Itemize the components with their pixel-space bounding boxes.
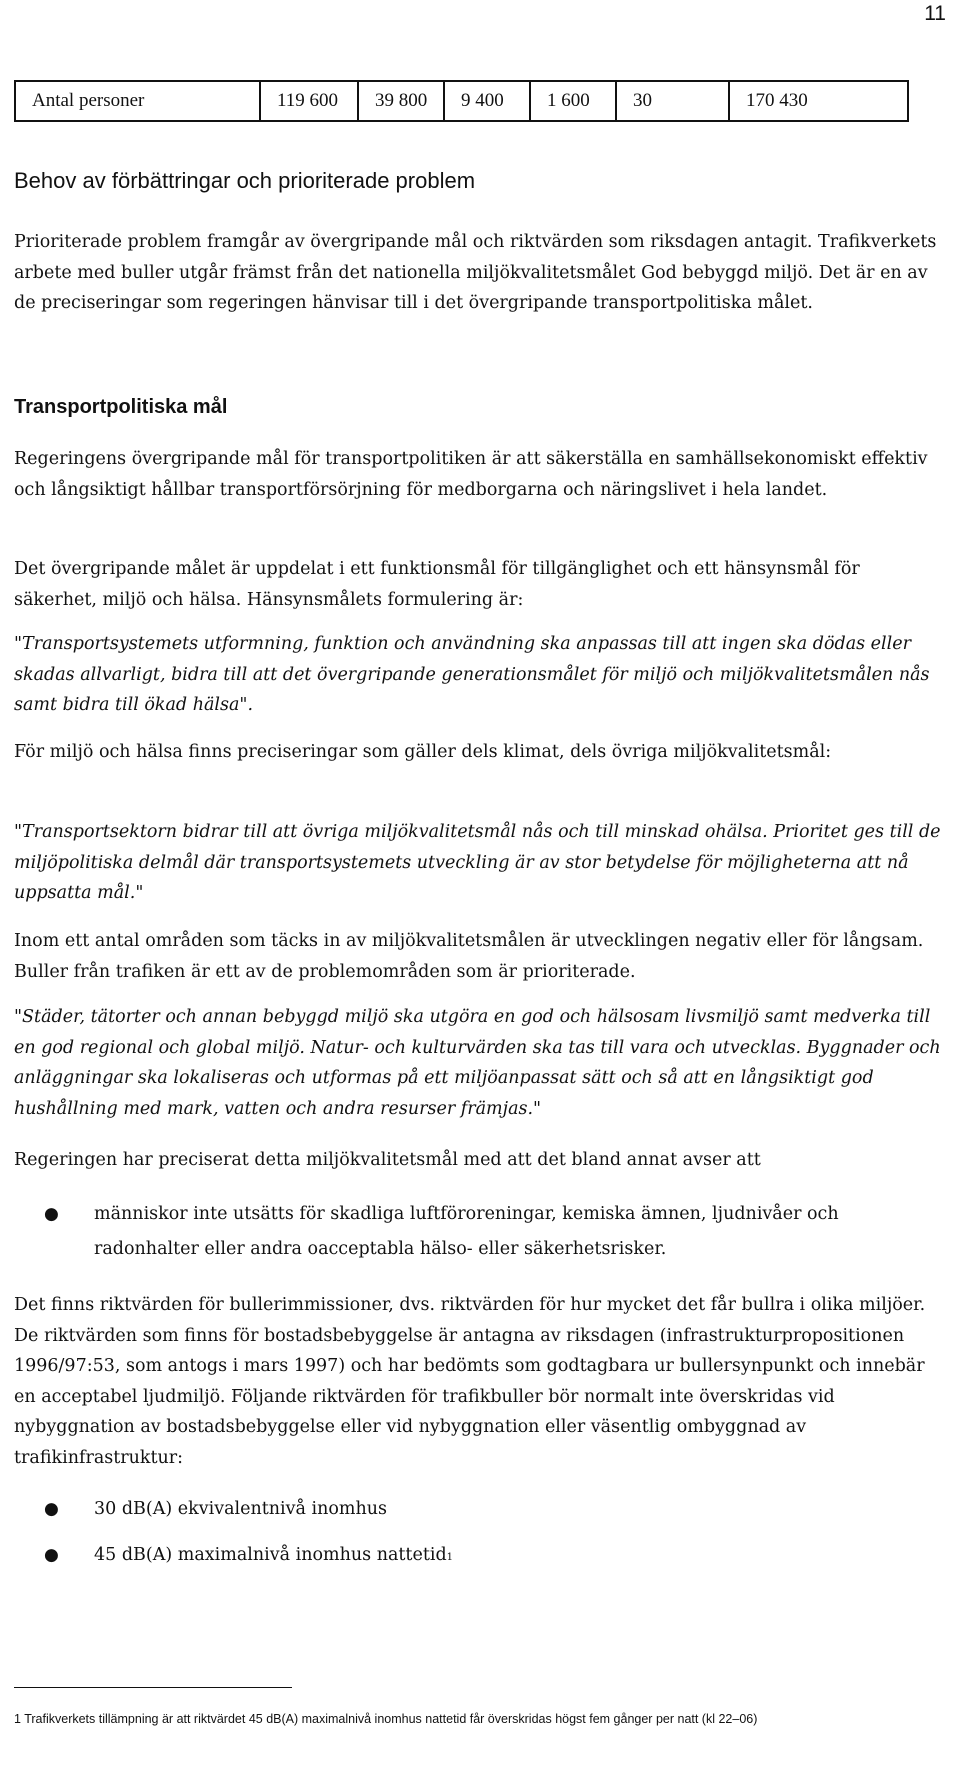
table-cell-total: 170 430 (729, 81, 908, 121)
footnote (14, 1710, 944, 1728)
section-heading: Behov av förbättringar och prioriterade problem (14, 168, 476, 193)
page-number: 11 (924, 2, 946, 25)
intro-paragraph: Prioriterade problem framgår av övergripande mål och riktvärden som riksdagen antagit. Trafikverkets arbete med buller utgår främst från det nationella miljökvalitetsmålet God bebyggd miljö. Det är en av de preciseringar som regeringen hänvisar till i det övergripande transportpolitiska målet. (14, 232, 937, 313)
sub-heading: Transportpolitiska mål (14, 396, 228, 418)
bullet-icon: ● (44, 1545, 59, 1565)
consideration-quote: "Transportsystemets utformning, funktion och användning ska anpassas till att ingen ska dödas eller skadas allvarligt, bidra till att det övergripande generationsmålet för miljö och miljökvalitetsmålen nås samt bidra till ökad hälsa". (14, 634, 930, 715)
precision-paragraph: Regeringen har preciserat detta miljökvalitetsmål med att det bland annat avser att (14, 1150, 761, 1170)
footnote-reference[interactable]: 1 (446, 1552, 454, 1563)
table-cell: 39 800 (358, 81, 444, 121)
negative-trend-paragraph: Inom ett antal områden som täcks in av miljökvalitetsmålen är utvecklingen negativ eller för långsam. Buller från trafiken är ett av de problemområden som är prioriterade. (14, 931, 924, 982)
guideline-values-paragraph: Det finns riktvärden för bullerimmissioner, dvs. riktvärden för hur mycket det får bullra i olika miljöer. De riktvärden som finns för bostadsbebyggelse är antagna av riksdagen (infrastrukturpropositionen 1996/97:53, som antogs i mars 1997) och har bedömts som godtagbara ur bullersynpunkt och innebär en acceptabel ljudmiljö. Följande riktvärden för trafikbuller bör normalt inte överskridas vid nybyggnation av bostadsbebyggelse eller vid nybyggnation eller väsentlig ombyggnad av trafikinfrastruktur: (14, 1295, 926, 1468)
table-cell: 9 400 (444, 81, 530, 121)
footnote-number: 1 (14, 1712, 21, 1726)
list-item-text: människor inte utsätts för skadliga luftföroreningar, kemiska ämnen, ljudnivåer och radonhalter eller andra oacceptabla hälso- eller säkerhetsrisker. (94, 1204, 839, 1259)
table-cell: 119 600 (260, 81, 358, 121)
list-item-text: 45 dB(A) maximalnivå inomhus nattetid (94, 1545, 447, 1565)
list-item-text: 30 dB(A) ekvivalentnivå inomhus (94, 1499, 388, 1519)
table-row (15, 81, 908, 121)
bullet-icon: ● (44, 1499, 59, 1519)
table-row-label: Antal personer (15, 81, 260, 121)
persons-table (14, 80, 909, 122)
goal-paragraph: Regeringens övergripande mål för transportpolitiken är att säkerställa en samhällsekonomiskt effektiv och långsiktigt hållbar transportförsörjning för medborgarna och näringslivet i hela landet. (14, 449, 928, 500)
table-cell: 1 600 (530, 81, 616, 121)
footnote-text: Trafikverkets tillämpning är att riktvärdet 45 dB(A) maximalnivå inomhus nattetid får överskridas högst fem gånger per natt (kl 22–06) (24, 1712, 758, 1726)
table-cell: 30 (616, 81, 729, 121)
transport-sector-quote: "Transportsektorn bidrar till att övriga miljökvalitetsmål nås och till minskad ohälsa. Prioritet ges till de miljöpolitiska delmål där transportsystemets utveckling är av stor betydelse för möjligheterna att nå uppsatta mål." (14, 822, 941, 903)
built-environment-quote: "Städer, tätorter och annan bebyggd miljö ska utgöra en god och hälsosam livsmiljö samt medverka till en god regional och global miljö. Natur- och kulturvärden ska tas till vara och utvecklas. Byggnader och anläggningar ska lokaliseras och utformas på ett miljöanpassat sätt och så att en långsiktigt god hushållning med mark, vatten och andra resurser främjas." (14, 1007, 941, 1119)
goal-split-paragraph: Det övergripande målet är uppdelat i ett funktionsmål för tillgänglighet och ett hänsynsmål för säkerhet, miljö och hälsa. Hänsynsmålets formulering är: (14, 559, 860, 610)
bullet-icon: ● (44, 1204, 59, 1224)
footnote-divider (14, 1687, 292, 1688)
environment-paragraph: För miljö och hälsa finns preciseringar som gäller dels klimat, dels övriga miljökvalitetsmål: (14, 742, 832, 762)
